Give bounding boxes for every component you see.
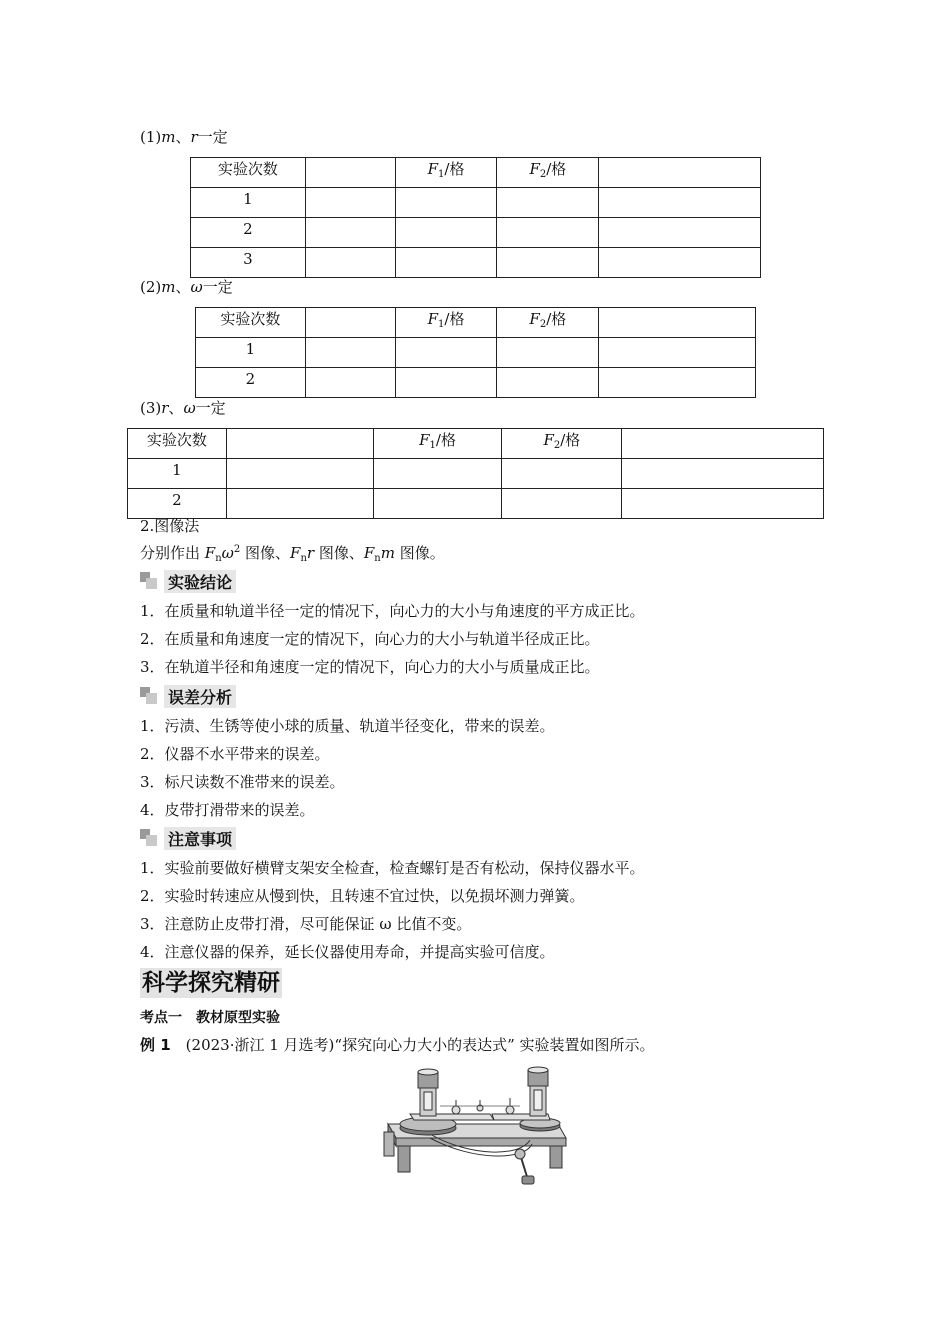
- table-row: [196, 368, 756, 398]
- note-item: 4．注意仪器的保养，延长仪器使用寿命，并提高实验可信度。: [140, 943, 555, 961]
- header-f1: $F_1/$格: [373, 429, 502, 459]
- example-line: [140, 1035, 655, 1055]
- conclusion-item: 3．在轨道半径和角速度一定的情况下，向心力的大小与质量成正比。: [140, 658, 600, 676]
- section-title: 实验结论: [164, 570, 236, 593]
- header-f2: $F_2/$格: [502, 429, 622, 459]
- table-row: [191, 248, 761, 278]
- example-label: 例 1: [140, 1036, 171, 1054]
- error-item: 2．仪器不水平带来的误差。: [140, 745, 330, 763]
- header-empty: [622, 429, 824, 459]
- section-square-icon: [140, 572, 158, 590]
- trial-number: 2: [128, 489, 227, 519]
- table-header-row: [191, 158, 761, 188]
- trial-number: 3: [191, 248, 306, 278]
- exam-point-title: 考点一 教材原型实验: [140, 1010, 280, 1026]
- table-header-row: [196, 308, 756, 338]
- table-case-1: [190, 157, 761, 278]
- table-row: [191, 188, 761, 218]
- trial-number: 1: [191, 188, 306, 218]
- table-row: [128, 459, 824, 489]
- header-empty: [599, 158, 761, 188]
- chapter-title: 科学探究精研: [142, 970, 280, 996]
- graph-method-text: 分别作出 $F_n\omega^2$ 图像、$F_nr$ 图像、$F_nm$ 图像。: [140, 544, 445, 564]
- trial-number: 1: [128, 459, 227, 489]
- example-text: (2023·浙江 1 月选考)“探究向心力大小的表达式” 实验装置如图所示。: [170, 1036, 655, 1054]
- section-error-heading: [140, 685, 236, 707]
- section-conclusion-heading: [140, 570, 236, 592]
- conclusion-item: 1．在质量和轨道半径一定的情况下，向心力的大小与角速度的平方成正比。: [140, 602, 645, 620]
- section-title: 误差分析: [164, 685, 236, 708]
- case-1-label: (1)m、r一定: [140, 128, 228, 146]
- section-square-icon: [140, 687, 158, 705]
- header-f1: $F_1/$格: [395, 158, 497, 188]
- header-empty: [305, 308, 395, 338]
- section-notes-heading: [140, 827, 236, 849]
- table-row: [196, 338, 756, 368]
- error-item: 3．标尺读数不准带来的误差。: [140, 773, 345, 791]
- table-case-2: [195, 307, 756, 398]
- centripetal-force-apparatus-illustration: [380, 1062, 570, 1192]
- table-case-3: [127, 428, 824, 519]
- note-item: 3．注意防止皮带打滑，尽可能保证 ω 比值不变。: [140, 915, 472, 933]
- table-row: [191, 218, 761, 248]
- header-empty: [226, 429, 373, 459]
- conclusion-item: 2．在质量和角速度一定的情况下，向心力的大小与轨道半径成正比。: [140, 630, 600, 648]
- note-item: 2．实验时转速应从慢到快，且转速不宜过快，以免损坏测力弹簧。: [140, 887, 585, 905]
- graph-method-title: 2.图像法: [140, 517, 200, 535]
- trial-number: 1: [196, 338, 306, 368]
- header-f1: $F_1/$格: [395, 308, 497, 338]
- table-row: [128, 489, 824, 519]
- header-empty: [305, 158, 395, 188]
- header-trial-count: 实验次数: [128, 429, 227, 459]
- header-f2: $F_2/$格: [497, 158, 599, 188]
- header-empty: [599, 308, 756, 338]
- section-title: 注意事项: [164, 827, 236, 850]
- error-item: 1．污渍、生锈等使小球的质量、轨道半径变化，带来的误差。: [140, 717, 555, 735]
- section-square-icon: [140, 829, 158, 847]
- header-trial-count: 实验次数: [191, 158, 306, 188]
- case-3-label: (3)r、ω一定: [140, 399, 226, 417]
- header-f2: $F_2/$格: [497, 308, 599, 338]
- table-header-row: [128, 429, 824, 459]
- case-2-label: (2)m、ω一定: [140, 278, 233, 296]
- header-trial-count: 实验次数: [196, 308, 306, 338]
- trial-number: 2: [196, 368, 306, 398]
- trial-number: 2: [191, 218, 306, 248]
- note-item: 1．实验前要做好横臂支架安全检查，检查螺钉是否有松动，保持仪器水平。: [140, 859, 645, 877]
- error-item: 4．皮带打滑带来的误差。: [140, 801, 315, 819]
